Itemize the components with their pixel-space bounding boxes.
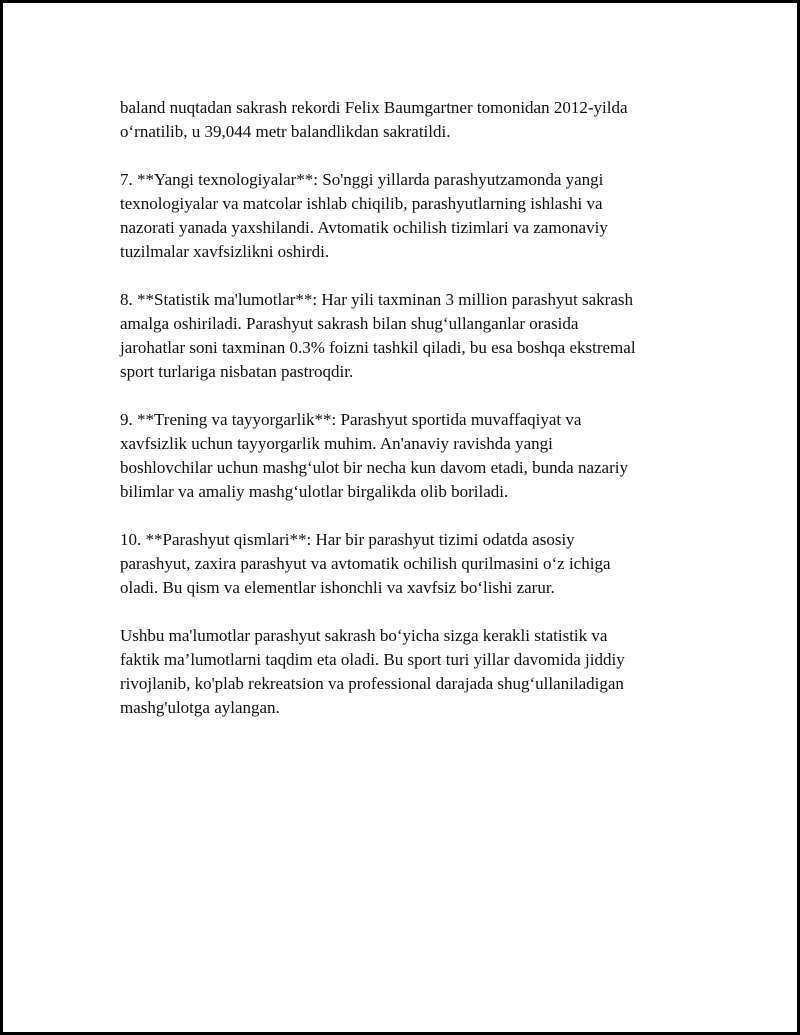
text-line: faktik ma’lumotlarni taqdim eta oladi. Bu sport turi yillar davomida jiddiy [120,650,625,669]
text-line: bilimlar va amaliy mashg‘ulotlar birgalikda olib boriladi. [120,482,509,501]
text-line: nazorati yanada yaxshilandi. Avtomatik ochilish tizimlari va zamonaviy [120,218,608,237]
text-line: o‘rnatilib, u 39,044 metr balandlikdan sakratildi. [120,122,451,141]
paragraph-record [120,96,690,144]
text-line: mashg'ulotga aylangan. [120,698,280,717]
text-line: texnologiyalar va matcolar ishlab chiqilib, parashyutlarning ishlashi va [120,194,603,213]
text-line: rivojlanib, ko'plab rekreatsion va professional darajada shug‘ullaniladigan [120,674,624,693]
text-line: xavfsizlik uchun tayyorgarlik muhim. An'anaviy ravishda yangi [120,434,553,453]
text-line: 10. **Parashyut qismlari**: Har bir parashyut tizimi odatda asosiy [120,530,575,549]
paragraph-parachute-parts [120,528,690,600]
text-line: Ushbu ma'lumotlar parashyut sakrash bo‘yicha sizga kerakli statistik va [120,626,608,645]
text-line: tuzilmalar xavfsizlikni oshirdi. [120,242,330,261]
paragraph-training [120,408,690,504]
text-line: amalga oshiriladi. Parashyut sakrash bilan shug‘ullanganlar orasida [120,314,579,333]
text-line: 9. **Trening va tayyorgarlik**: Parashyut sportida muvaffaqiyat va [120,410,582,429]
text-line: 8. **Statistik ma'lumotlar**: Har yili taxminan 3 million parashyut sakrash [120,290,633,309]
text-line: baland nuqtadan sakrash rekordi Felix Baumgartner tomonidan 2012-yilda [120,98,628,117]
text-line: jarohatlar soni taxminan 0.3% foizni tashkil qiladi, bu esa boshqa ekstremal [120,338,636,357]
paragraph-conclusion [120,624,690,720]
paragraph-statistics [120,288,690,384]
text-line: oladi. Bu qism va elementlar ishonchli va xavfsiz bo‘lishi zarur. [120,578,555,597]
text-line: 7. **Yangi texnologiyalar**: So'nggi yillarda parashyutzamonda yangi [120,170,604,189]
document-body [120,96,690,744]
text-line: sport turlariga nisbatan pastroqdir. [120,362,354,381]
text-line: boshlovchilar uchun mashg‘ulot bir necha kun davom etadi, bunda nazariy [120,458,628,477]
paragraph-new-technologies [120,168,690,264]
text-line: parashyut, zaxira parashyut va avtomatik ochilish qurilmasini o‘z ichiga [120,554,611,573]
